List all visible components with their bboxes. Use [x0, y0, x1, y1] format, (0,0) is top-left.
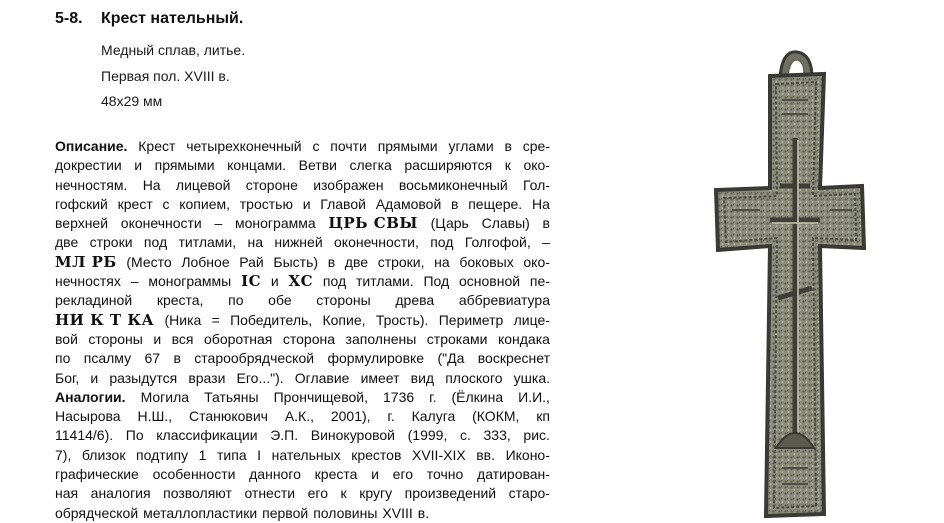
- word: воскреснет: [477, 350, 550, 367]
- word: Бысть): [273, 253, 319, 270]
- word: и: [270, 273, 279, 290]
- word: в: [542, 215, 550, 232]
- word: креста,: [156, 292, 204, 309]
- text-line: [55, 465, 550, 484]
- word: углами: [448, 138, 494, 154]
- word: Трость).: [375, 311, 429, 328]
- word: г.: [387, 408, 395, 425]
- word: 333,: [483, 427, 511, 444]
- word: восьмиконечный: [398, 176, 508, 193]
- word: –: [542, 234, 550, 251]
- word: Станюкович: [188, 408, 268, 425]
- word: четырехконечный: [186, 138, 302, 154]
- word: Его...").: [236, 369, 284, 386]
- word: и: [153, 330, 162, 347]
- word: Копие,: [322, 311, 366, 328]
- word: его: [392, 466, 414, 483]
- word: строки,: [377, 253, 425, 270]
- word: расширяются: [404, 157, 493, 174]
- text-line: [55, 214, 550, 233]
- word: основной: [459, 273, 521, 290]
- word: Адамовой: [375, 195, 442, 212]
- word: пещере.: [468, 195, 523, 212]
- word: старо-: [508, 485, 550, 502]
- word: оконечности: [120, 215, 202, 232]
- monogram: МЛ РБ: [55, 252, 117, 271]
- word: На: [142, 176, 161, 193]
- word: старообрядческой: [194, 350, 315, 367]
- word: крест: [117, 195, 153, 212]
- word: формулировке: [327, 350, 425, 367]
- text-line: [55, 137, 550, 156]
- word: (1999,: [407, 427, 448, 444]
- word: Оглавие: [294, 369, 350, 386]
- word: графические: [55, 466, 139, 483]
- cross-image: [712, 48, 872, 520]
- word: вой: [55, 330, 78, 347]
- word: Э.П.: [270, 427, 299, 444]
- word: Винокуровой: [310, 427, 395, 444]
- word: к: [504, 157, 511, 174]
- word: кругу: [359, 485, 393, 502]
- word: Могила: [140, 388, 190, 405]
- monogram: НИ К Т КА: [55, 310, 155, 329]
- monogram: ХС: [288, 272, 314, 291]
- word: отнести: [244, 485, 296, 502]
- word: 67: [144, 350, 161, 367]
- word: аналогия: [90, 485, 151, 502]
- word: оконечности,: [334, 234, 419, 251]
- word: Победитель,: [230, 311, 313, 328]
- word: Н.Ш.,: [137, 408, 173, 425]
- word: и: [90, 369, 99, 386]
- word: А.К.,: [284, 408, 314, 425]
- word: рекладиной: [55, 292, 133, 309]
- word: XVIII: [382, 504, 413, 521]
- monogram: IС: [241, 272, 262, 291]
- word: сторона: [282, 330, 336, 347]
- word: подтипу: [136, 446, 189, 463]
- word: 11414/6).: [55, 427, 114, 444]
- word: тростью: [239, 195, 293, 212]
- entry-number: 5-8.: [55, 10, 83, 27]
- word: и: [371, 466, 379, 483]
- word: стороны: [88, 330, 143, 347]
- word: По: [125, 427, 144, 444]
- word: имеет: [360, 369, 400, 386]
- text-line: [55, 291, 550, 310]
- text-line: [55, 233, 550, 252]
- text-line: [55, 253, 550, 272]
- word: кп: [536, 408, 550, 425]
- word: половины: [313, 504, 378, 521]
- word: две: [55, 234, 79, 251]
- word: око-: [523, 253, 550, 270]
- word: вв.: [476, 446, 495, 463]
- word: ная: [55, 485, 79, 502]
- word: кондака: [497, 330, 550, 347]
- word: нечностям.: [55, 176, 128, 193]
- word: строками: [426, 330, 488, 347]
- text-line: [55, 349, 550, 368]
- word: почти: [330, 138, 367, 154]
- word: И.И.,: [518, 388, 550, 405]
- word: в.: [417, 504, 430, 521]
- word: данного: [249, 466, 301, 483]
- word: (КОКМ,: [472, 408, 520, 425]
- word: заполнены: [345, 330, 417, 347]
- word: креста: [314, 466, 358, 483]
- word: I: [257, 446, 262, 463]
- word: ушка.: [513, 369, 550, 386]
- word: его: [307, 485, 328, 502]
- text-line: [55, 176, 550, 195]
- word: изображен: [313, 176, 384, 193]
- word: Гол-: [523, 176, 550, 193]
- word: по: [55, 350, 71, 367]
- text-line: [55, 504, 550, 523]
- text-line: [55, 369, 550, 388]
- word: в: [173, 350, 181, 367]
- word: (Царь: [430, 215, 469, 232]
- text-line: [55, 156, 550, 175]
- text-line: [55, 446, 550, 465]
- word: (Место: [126, 253, 172, 270]
- word: пе-: [529, 273, 550, 290]
- word: концами.: [227, 157, 287, 174]
- text-line: [55, 311, 550, 330]
- text-line: [55, 195, 550, 214]
- word: 1: [198, 446, 207, 463]
- word: –: [130, 273, 139, 290]
- entry-date: Первая пол. XVIII в.: [101, 68, 230, 84]
- word: XVII-XIX: [411, 446, 466, 463]
- word: рис.: [523, 427, 550, 444]
- word: с: [312, 138, 320, 154]
- word: на: [434, 253, 450, 270]
- section-heading: Аналогии.: [55, 388, 126, 405]
- word: Периметр: [438, 311, 504, 328]
- text-line: [55, 330, 550, 349]
- word: копием,: [179, 195, 231, 212]
- word: и: [302, 195, 311, 212]
- entry-size: 48x29 мм: [101, 93, 163, 109]
- word: Крест: [138, 138, 176, 154]
- word: прямыми: [154, 157, 215, 174]
- word: к: [340, 485, 347, 502]
- word: лице-: [513, 311, 550, 328]
- text-line: [55, 407, 550, 426]
- word: на: [247, 234, 264, 251]
- word: г.: [429, 388, 437, 405]
- word: 7),: [55, 446, 72, 463]
- word: и: [134, 157, 143, 174]
- word: ("Да: [437, 350, 465, 367]
- word: Главой: [320, 195, 366, 212]
- word: Под: [423, 273, 450, 290]
- word: металлопластики: [143, 504, 258, 521]
- word: 2001),: [330, 408, 371, 425]
- word: Ветви: [298, 157, 337, 174]
- word: титлами.: [355, 273, 414, 290]
- word: с: [162, 195, 170, 212]
- word: по: [228, 292, 244, 309]
- text-line: [55, 426, 550, 445]
- word: нательных: [271, 446, 341, 463]
- word: прямыми: [377, 138, 438, 154]
- word: аббревиатура: [458, 292, 550, 309]
- entry-title: Крест нательный.: [101, 10, 244, 27]
- text-line: [55, 484, 550, 503]
- word: Рай: [239, 253, 264, 270]
- word: вид: [410, 369, 435, 386]
- word: под: [430, 234, 454, 251]
- word: 1736: [383, 388, 415, 405]
- word: типа: [217, 446, 247, 463]
- word: Лобное: [181, 253, 230, 270]
- cross-photo: [712, 48, 872, 520]
- word: лицевой: [175, 176, 231, 193]
- word: точно: [426, 466, 464, 483]
- word: Калуга: [411, 408, 456, 425]
- word: под: [322, 273, 347, 290]
- word: верхней: [55, 215, 109, 232]
- word: обе: [268, 292, 292, 309]
- word: На: [531, 195, 550, 212]
- word: классификации: [156, 427, 258, 444]
- word: плоского: [445, 369, 503, 386]
- word: Славы): [481, 215, 530, 232]
- word: нижней: [274, 234, 323, 251]
- word: титлами,: [178, 234, 237, 251]
- word: датирован-: [477, 466, 550, 483]
- word: врази: [188, 369, 226, 386]
- word: Иконо-: [505, 446, 550, 463]
- word: вся: [171, 330, 194, 347]
- word: сре-: [522, 138, 550, 154]
- entry-material: Медный сплав, литье.: [101, 42, 246, 58]
- word: (Ника: [164, 311, 202, 328]
- word: монограмма: [235, 215, 316, 232]
- word: в: [504, 138, 512, 154]
- word: Бог,: [55, 369, 80, 386]
- section-heading: Описание.: [55, 138, 128, 154]
- word: стороны: [316, 292, 371, 309]
- word: Прончищевой,: [273, 388, 368, 405]
- word: псалму: [83, 350, 132, 367]
- word: первой: [262, 504, 309, 521]
- word: докрестии: [55, 157, 122, 174]
- word: –: [214, 215, 223, 232]
- monogram: ЦРЬ СВЫ: [328, 214, 418, 233]
- word: монограммы: [148, 273, 232, 290]
- word: =: [211, 311, 220, 328]
- word: Голгофой,: [464, 234, 531, 251]
- word: две: [344, 253, 369, 270]
- word: Татьяны: [204, 388, 259, 405]
- word: особенности: [152, 466, 236, 483]
- word: древа: [395, 292, 435, 309]
- text-line: [55, 388, 550, 407]
- description-text: [55, 137, 550, 523]
- word: в: [327, 253, 336, 270]
- word: Насырова: [55, 408, 121, 425]
- word: нечностях: [55, 273, 121, 290]
- word: оборотная: [204, 330, 273, 347]
- word: позволяют: [163, 485, 232, 502]
- word: око-: [523, 157, 550, 174]
- word: крестов: [351, 446, 402, 463]
- word: с.: [459, 427, 471, 444]
- word: слегка: [349, 157, 392, 174]
- word: боковых: [459, 253, 514, 270]
- word: гофский: [55, 195, 108, 212]
- word: (Ёлкина: [451, 388, 504, 405]
- word: разыдутся: [109, 369, 178, 386]
- word: произведений: [404, 485, 497, 502]
- word: под: [143, 234, 168, 251]
- text-line: [55, 272, 550, 291]
- word: обрядческой: [55, 504, 139, 521]
- word: стороне: [245, 176, 298, 193]
- word: в: [451, 195, 459, 212]
- word: строки: [89, 234, 133, 251]
- word: близок: [81, 446, 126, 463]
